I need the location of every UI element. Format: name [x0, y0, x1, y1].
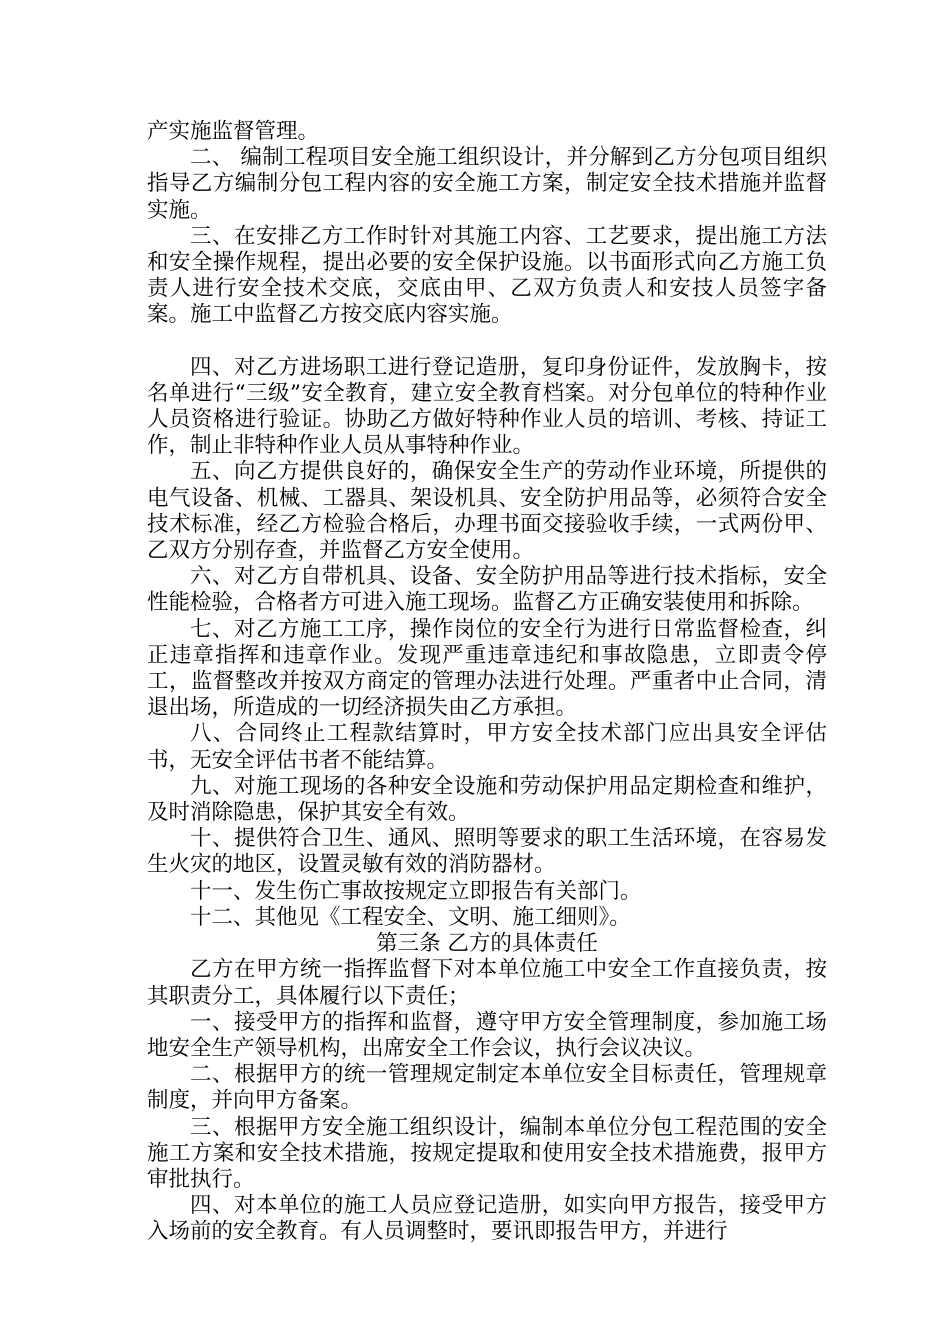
paragraph-item-10: 十、提供符合卫生、通风、照明等要求的职工生活环境，在容易发生火灾的地区，设置灵敏有效的消防器材。 — [147, 826, 827, 878]
paragraph-item-12: 十二、其他见《工程安全、文明、施工细则》。 — [190, 904, 631, 930]
paragraph-item-3: 三、在安排乙方工作时针对其施工内容、工艺要求，提出施工方法和安全操作规程，提出必要的安全保护设施。以书面形式向乙方施工负责人进行安全技术交底，交底由甲、乙双方负责人和安技人员签字备案。施工中监督乙方按交底内容实施。 — [147, 223, 827, 328]
paragraph-item-5: 五、向乙方提供良好的，确保安全生产的劳动作业环境，所提供的电气设备、机械、工器具、架设机具、安全防护用品等，必须符合安全技术标准，经乙方检验合格后，办理书面交接验收手续，一式两份甲、乙双方分别存查，并监督乙方安全使用。 — [147, 459, 827, 564]
paragraph-item-2: 二、 编制工程项目安全施工组织设计，并分解到乙方分包项目组织指导乙方编制分包工程内容的安全施工方案，制定安全技术措施并监督实施。 — [147, 145, 827, 223]
paragraph-item-7: 七、对乙方施工工序，操作岗位的安全行为进行日常监督检查，纠正违章指挥和违章作业。发现严重违章违纪和事故隐患，立即责令停工，监督整改并按双方商定的管理办法进行处理。严重者中止合同，清退出场，所造成的一切经济损失由乙方承担。 — [147, 616, 827, 721]
paragraph-item-8: 八、合同终止工程款结算时，甲方安全技术部门应出具安全评估书，无安全评估书者不能结算。 — [147, 721, 827, 773]
party-b-item-4: 四、对本单位的施工人员应登记造册，如实向甲方报告，接受甲方入场前的安全教育。有人员调整时，要讯即报告甲方，并进行 — [147, 1193, 827, 1245]
paragraph-item-4: 四、对乙方进场职工进行登记造册，复印身份证件，发放胸卡，按名单进行“三级”安全教育，建立安全教育档案。对分包单位的特种作业人员资格进行验证。协助乙方做好特种作业人员的培训、考核、持证工作，制止非特种作业人员从事特种作业。 — [147, 354, 827, 459]
paragraph-item-6: 六、对乙方自带机具、设备、安全防护用品等进行技术指标，安全性能检验，合格者方可进入施工现场。监督乙方正确安装使用和拆除。 — [147, 564, 827, 616]
paragraph-continuation: 产实施监督管理。 — [147, 119, 320, 144]
section-intro: 乙方在甲方统一指挥监督下对本单位施工中安全工作直接负责，按其职责分工，具体履行以下责任； — [147, 957, 827, 1009]
party-b-item-1: 一、接受甲方的指挥和监督，遵守甲方安全管理制度，参加施工场地安全生产领导机构，出席安全工作会议，执行会议决议。 — [147, 1009, 827, 1061]
section-heading: 第三条 乙方的具体责任 — [376, 931, 598, 957]
paragraph-item-9: 九、对施工现场的各种安全设施和劳动保护用品定期检查和维护，及时消除隐患，保护其安全有效。 — [147, 773, 827, 826]
document-body — [147, 119, 827, 1246]
paragraph-item-11: 十一、发生伤亡事故按规定立即报告有关部门。 — [190, 878, 642, 904]
party-b-item-2: 二、根据甲方的统一管理规定制定本单位安全目标责任，管理规章制度，并向甲方备案。 — [147, 1062, 827, 1114]
party-b-item-3: 三、根据甲方安全施工组织设计，编制本单位分包工程范围的安全施工方案和安全技术措施，按规定提取和使用安全技术措施费，报甲方审批执行。 — [147, 1114, 827, 1192]
paragraph-gap — [147, 329, 827, 355]
